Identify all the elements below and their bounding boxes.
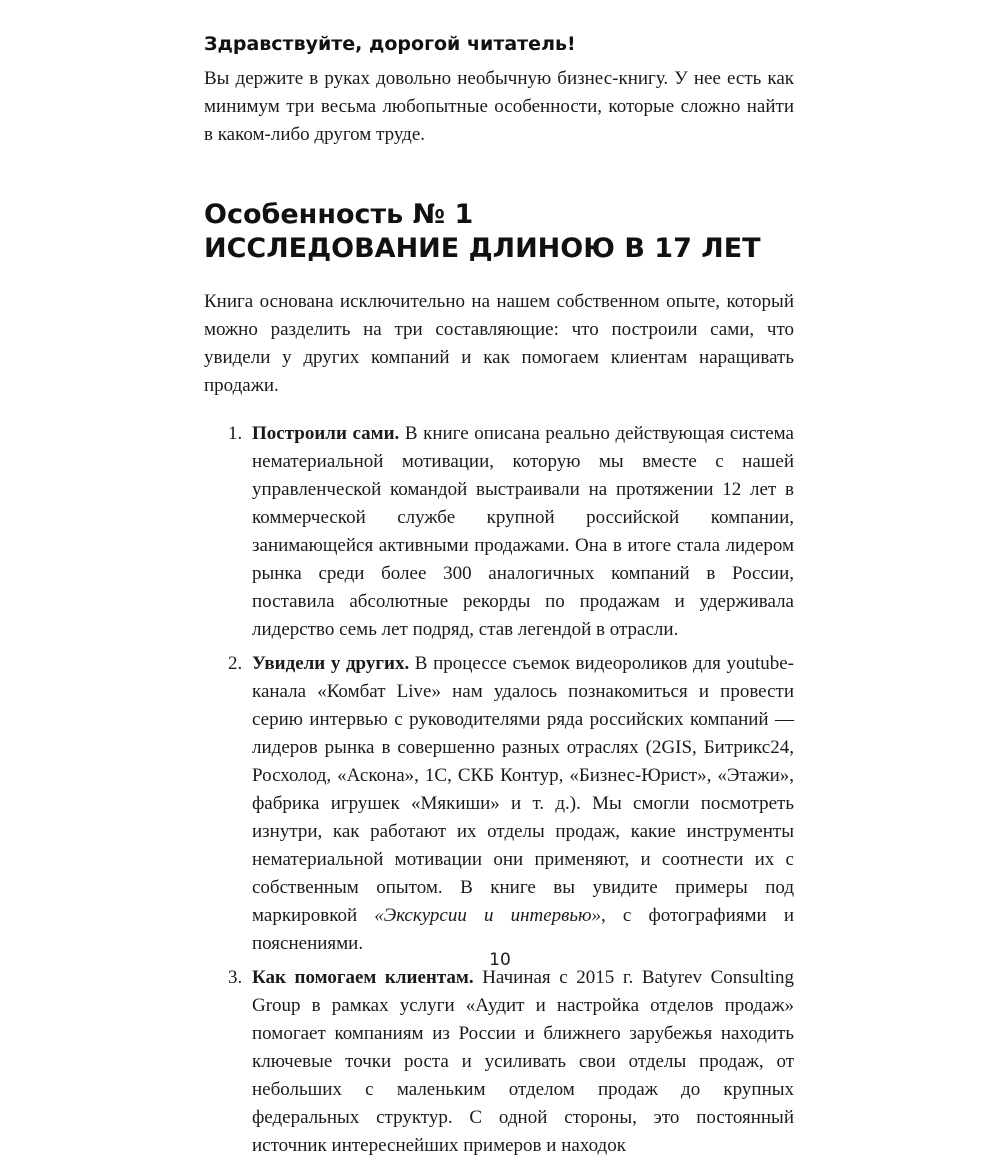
page-number: 10 bbox=[489, 950, 511, 970]
list-item bbox=[204, 650, 794, 958]
list-item-lead: Как помогаем клиентам. bbox=[252, 967, 474, 988]
list-item-number: 2. bbox=[228, 653, 243, 674]
list-item-text: В процессе съемок видеороликов для youtube-канала «Комбат Live» нам удалось познакомиться и провести серию интервью с руководителями ряда российских компаний — лидеров рынка в совершенно разных отраслях (2GIS, Битрикс24, Росхолод, «Аскона», 1С, СКБ Контур, «Бизнес-Юрист», «Этажи», фабрика игрушек «Мякиши» и т. д.). Мы смогли посмотреть изнутри, как работают их отделы продаж, какие инструменты нематериальной мотивации они применяют, и соотнести их с собственным опытом. В книге вы увидите примеры под маркировкой bbox=[252, 653, 794, 926]
list-item bbox=[204, 420, 794, 644]
greeting-heading: Здравствуйте, дорогой читатель! bbox=[204, 33, 576, 55]
list-item-lead: Увидели у других. bbox=[252, 653, 410, 674]
section-title-line-1: Особенность № 1 bbox=[204, 199, 474, 230]
list-item-number: 3. bbox=[228, 967, 243, 988]
book-page bbox=[204, 30, 794, 1166]
numbered-list bbox=[204, 420, 794, 1160]
intro-paragraph: Вы держите в руках довольно необычную бизнес-книгу. У нее есть как минимум три весьма любопытные особенности, которые сложно найти в каком-либо другом труде. bbox=[204, 68, 794, 145]
section-title-line-2: ИССЛЕДОВАНИЕ ДЛИНОЮ В 17 ЛЕТ bbox=[204, 233, 761, 264]
list-item-number: 1. bbox=[228, 423, 243, 444]
list-item-text: В книге описана реально действующая система нематериальной мотивации, которую мы вместе с нашей управленческой командой выстраивали на протяжении 12 лет в коммерческой службе крупной российской компании, занимающейся активными продажами. Она в итоге стала лидером рынка среди более 300 аналогичных компаний в России, поставила абсолютные рекорды по продажам и удерживала лидерство семь лет подряд, став легендой в отрасли. bbox=[252, 423, 794, 640]
list-item-text: Начиная с 2015 г. Batyrev Consulting Group в рамках услуги «Аудит и настройка отделов продаж» помогает компаниям из России и ближнего зарубежья находить ключевые точки роста и усиливать свои отделы продаж, от небольших с маленьким отделом продаж до крупных федеральных структур. С одной стороны, это постоянный источник интереснейших примеров и находок bbox=[252, 967, 794, 1156]
list-item bbox=[204, 964, 794, 1160]
list-item-lead: Построили сами. bbox=[252, 423, 400, 444]
list-item-tail: , с фотографиями и пояснениями. bbox=[252, 905, 794, 954]
list-item-italic: «Экскурсии и интервью» bbox=[374, 905, 601, 926]
section-title bbox=[204, 198, 794, 266]
lead-paragraph: Книга основана исключительно на нашем собственном опыте, который можно разделить на три составляющие: что построили сами, что увидели у других компаний и как помогаем клиентам наращивать продажи. bbox=[204, 291, 794, 396]
